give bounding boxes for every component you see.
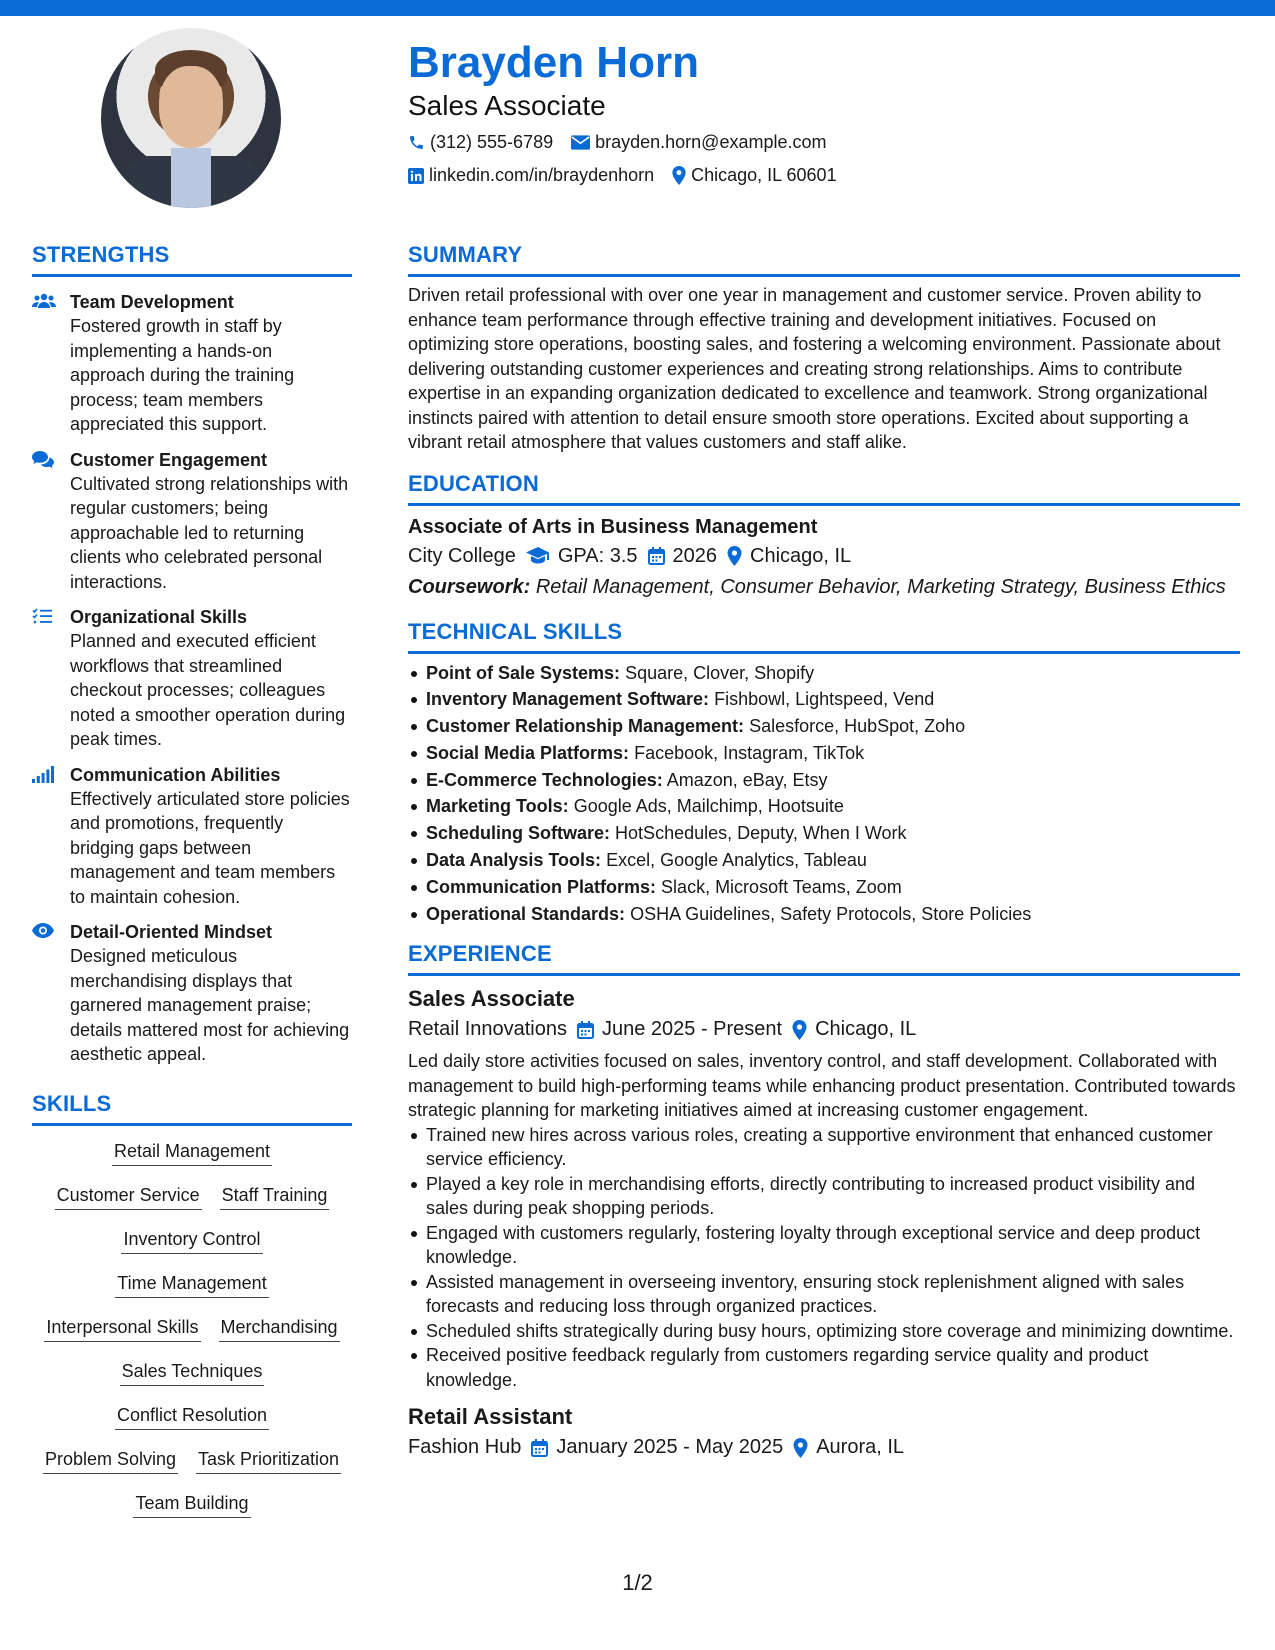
job-location: Chicago, IL bbox=[815, 1018, 917, 1041]
skill-chip: Inventory Control bbox=[121, 1228, 262, 1254]
skill-chip: Merchandising bbox=[219, 1316, 340, 1342]
graduation-year: 2026 bbox=[672, 544, 717, 567]
tech-skill-item: Customer Relationship Management: Salesforce, HubSpot, Zoho bbox=[408, 713, 1240, 740]
job-title: Sales Associate bbox=[408, 986, 575, 1012]
tech-skill-item: Point of Sale Systems: Square, Clover, Shopify bbox=[408, 660, 1240, 687]
strength-title: Customer Engagement bbox=[70, 449, 268, 470]
strength-text: Effectively articulated store policies and promotions, frequently bridging gaps between management and team members to maintain cohesion. bbox=[70, 788, 350, 907]
calendar-icon bbox=[648, 547, 665, 565]
strength-title: Communication Abilities bbox=[70, 764, 281, 785]
linkedin-contact[interactable] bbox=[408, 165, 654, 186]
job-meta bbox=[408, 1018, 1240, 1041]
skill-chip: Retail Management bbox=[112, 1140, 272, 1166]
strength-item bbox=[32, 606, 352, 752]
page-number: 1/2 bbox=[622, 1570, 653, 1595]
top-accent-bar bbox=[0, 0, 1275, 16]
strength-title: Detail-Oriented Mindset bbox=[70, 922, 273, 942]
phone-contact bbox=[408, 132, 553, 153]
job-description: Led daily store activities focused on sales, inventory control, and staff development. Collaborated with management to build high-performing teams while enhancing product presentation. Contributed towards strategic planning for marketing initiatives aimed at increasing customer engagement. bbox=[408, 1051, 1236, 1121]
strength-item bbox=[32, 921, 352, 1067]
company-name: Fashion Hub bbox=[408, 1436, 522, 1459]
job-bullet: Assisted management in overseeing inventory, ensuring stock replenishment aligned with sales forecasts and reducing loss through organized practices. bbox=[408, 1270, 1240, 1319]
section-divider bbox=[32, 274, 352, 277]
job-bullet: Scheduled shifts strategically during busy hours, optimizing store coverage and minimizing downtime. bbox=[408, 1319, 1240, 1344]
coursework-list: Retail Management, Consumer Behavior, Marketing Strategy, Business Ethics bbox=[535, 575, 1226, 598]
summary-section bbox=[408, 242, 1240, 455]
strengths-heading: STRENGTHS bbox=[32, 242, 170, 267]
job-entry bbox=[408, 1404, 1240, 1459]
skills-section bbox=[32, 1091, 352, 1518]
list-check-icon bbox=[32, 608, 52, 624]
education-section bbox=[408, 471, 1240, 599]
section-divider bbox=[408, 651, 1240, 654]
summary-text: Driven retail professional with over one year in management and customer service. Proven ability to enhance team performance through effective training and development initiatives. Focused on optimizing store operations, boosting sales, and fostering a welcoming environment. Passionate about delivering outstanding customer experiences and creating strong relationships. Aims to contribute expertise in an expanding organization dedicated to excellence and teamwork. Strong organizational instincts paired with attention to detail ensure smooth store operations. Excited about supporting a vibrant retail atmosphere that values customers and staff alike. bbox=[408, 285, 1221, 452]
job-bullet: Engaged with customers regularly, fostering loyalty through exceptional service and deep product knowledge. bbox=[408, 1221, 1240, 1270]
email-text[interactable]: brayden.horn@example.com bbox=[595, 132, 827, 153]
school-name: City College bbox=[408, 544, 516, 567]
skill-chip: Time Management bbox=[115, 1272, 268, 1298]
map-pin-icon bbox=[727, 546, 742, 566]
users-icon bbox=[32, 293, 56, 309]
experience-heading: EXPERIENCE bbox=[408, 941, 552, 967]
company-name: Retail Innovations bbox=[408, 1018, 567, 1041]
skill-chip: Staff Training bbox=[220, 1184, 330, 1210]
technical-skills-section bbox=[408, 619, 1240, 928]
strength-title: Team Development bbox=[70, 292, 234, 312]
skill-chip: Customer Service bbox=[55, 1184, 202, 1210]
right-column bbox=[408, 242, 1240, 1459]
strength-text: Planned and executed efficient workflows that streamlined checkout processes; colleagues noted a smoother operation during peak times. bbox=[70, 631, 346, 749]
skill-chip: Task Prioritization bbox=[196, 1448, 341, 1474]
school-location: Chicago, IL bbox=[750, 544, 852, 567]
envelope-icon bbox=[571, 135, 590, 150]
linkedin-icon bbox=[408, 168, 424, 184]
strength-text: Designed meticulous merchandising displays that garnered management praise; details mattered most for achieving aesthetic appeal. bbox=[70, 946, 350, 1064]
phone-text: (312) 555-6789 bbox=[430, 132, 554, 153]
candidate-name: Brayden Horn bbox=[408, 38, 699, 87]
tech-skill-item: Social Media Platforms: Facebook, Instagram, TikTok bbox=[408, 740, 1240, 767]
map-pin-icon bbox=[792, 1020, 807, 1040]
section-divider bbox=[408, 503, 1240, 506]
education-meta bbox=[408, 545, 1240, 568]
coursework-line bbox=[408, 576, 1240, 599]
strength-text: Cultivated strong relationships with regular customers; being approachable led to returning clients who celebrated personal interactions. bbox=[70, 473, 349, 592]
tech-skill-item: E-Commerce Technologies: Amazon, eBay, Etsy bbox=[408, 767, 1240, 794]
tech-skill-item: Data Analysis Tools: Excel, Google Analytics, Tableau bbox=[408, 847, 1240, 874]
tech-skill-item: Scheduling Software: HotSchedules, Deputy, When I Work bbox=[408, 820, 1240, 847]
profile-photo bbox=[101, 28, 281, 208]
coursework-label: Coursework: bbox=[408, 575, 531, 598]
degree-name: Associate of Arts in Business Management bbox=[408, 515, 818, 538]
section-divider bbox=[32, 1123, 352, 1126]
skill-chip: Interpersonal Skills bbox=[44, 1316, 200, 1342]
section-divider bbox=[408, 274, 1240, 277]
left-column bbox=[32, 242, 352, 1518]
location-text: Chicago, IL 60601 bbox=[691, 165, 837, 186]
skill-chip: Team Building bbox=[133, 1492, 250, 1518]
technical-skills-heading: TECHNICAL SKILLS bbox=[408, 618, 623, 644]
education-heading: EDUCATION bbox=[408, 470, 539, 496]
job-location: Aurora, IL bbox=[816, 1436, 905, 1459]
map-pin-icon bbox=[793, 1438, 808, 1458]
eye-icon bbox=[32, 923, 54, 938]
summary-heading: SUMMARY bbox=[408, 242, 523, 267]
tech-skill-item: Marketing Tools: Google Ads, Mailchimp, Hootsuite bbox=[408, 793, 1240, 820]
candidate-title: Sales Associate bbox=[408, 90, 606, 122]
calendar-icon bbox=[577, 1021, 594, 1039]
phone-icon bbox=[408, 134, 425, 151]
job-meta bbox=[408, 1436, 1240, 1459]
tech-skill-item: Operational Standards: OSHA Guidelines, Safety Protocols, Store Policies bbox=[408, 901, 1240, 928]
skills-heading: SKILLS bbox=[32, 1090, 112, 1116]
strength-item bbox=[32, 764, 352, 910]
calendar-icon bbox=[531, 1439, 548, 1457]
job-dates: June 2025 - Present bbox=[601, 1018, 783, 1041]
graduation-cap-icon bbox=[526, 547, 550, 565]
experience-section bbox=[408, 941, 1240, 1459]
job-bullet: Received positive feedback regularly from customers regarding service quality and product knowledge. bbox=[408, 1343, 1240, 1392]
gpa-text: GPA: 3.5 bbox=[557, 544, 638, 567]
section-divider bbox=[408, 973, 1240, 976]
strength-title: Organizational Skills bbox=[70, 607, 248, 627]
strength-item bbox=[32, 449, 352, 595]
job-entry bbox=[408, 986, 1240, 1392]
email-contact[interactable] bbox=[571, 132, 826, 153]
strength-text: Fostered growth in staff by implementing a hands-on approach during the training process; team members appreciated this support. bbox=[70, 316, 295, 434]
job-bullet: Trained new hires across various roles, creating a supportive environment that enhanced customer service efficiency. bbox=[408, 1123, 1240, 1172]
skill-chip: Problem Solving bbox=[43, 1448, 178, 1474]
map-pin-icon bbox=[672, 166, 686, 185]
skill-chip: Conflict Resolution bbox=[115, 1404, 269, 1430]
linkedin-text[interactable]: linkedin.com/in/braydenhorn bbox=[429, 165, 655, 186]
tech-skill-item: Communication Platforms: Slack, Microsoft Teams, Zoom bbox=[408, 874, 1240, 901]
comments-icon bbox=[32, 451, 54, 468]
tech-skill-item: Inventory Management Software: Fishbowl, Lightspeed, Vend bbox=[408, 686, 1240, 713]
strength-item bbox=[32, 291, 352, 437]
signal-icon bbox=[32, 766, 54, 783]
job-title: Retail Assistant bbox=[408, 1404, 573, 1430]
skill-chip: Sales Techniques bbox=[120, 1360, 265, 1386]
strengths-section bbox=[32, 242, 352, 1067]
resume-header bbox=[408, 40, 855, 186]
location-contact bbox=[672, 165, 836, 186]
job-dates: January 2025 - May 2025 bbox=[556, 1436, 784, 1459]
job-bullet: Played a key role in merchandising efforts, directly contributing to increased product visibility and sales during peak shopping periods. bbox=[408, 1172, 1240, 1221]
